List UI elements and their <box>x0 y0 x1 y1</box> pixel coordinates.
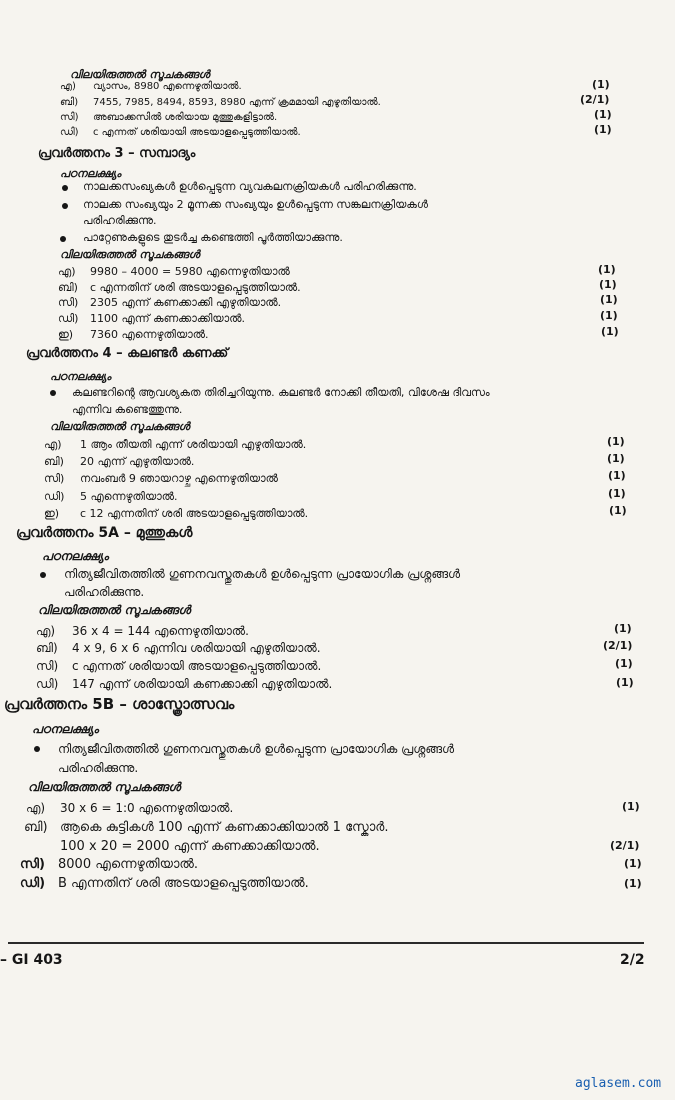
footer-rule <box>8 942 644 944</box>
goal-text: പരിഹരിക്കുന്നു. <box>64 585 145 599</box>
row-mark: (1) <box>624 877 642 890</box>
row-text: 7455, 7985, 8494, 8593, 8980 എന്ന് ക്രമമായി എഴുതിയാൽ. <box>93 97 381 108</box>
row-mark: (1) <box>594 123 612 136</box>
row-label: എ) <box>58 265 76 278</box>
row-text: 8000 എന്നെഴുതിയാൽ. <box>58 857 199 872</box>
bullet <box>40 572 46 578</box>
row-mark: (1) <box>607 435 625 448</box>
page-number: 2/2 <box>620 952 645 968</box>
row-mark: (2/1) <box>603 639 633 652</box>
row-text: 36 x 4 = 144 എന്നെഴുതിയാൽ. <box>72 624 249 638</box>
row-mark: (1) <box>608 487 626 500</box>
row-mark: (1) <box>594 108 612 121</box>
indicator-heading: വിലയിരുത്തൽ സൂചകങ്ങൾ <box>28 780 181 794</box>
row-text: 1100 എന്ന് കണക്കാക്കിയാൽ. <box>90 312 245 325</box>
row-mark: (1) <box>608 469 626 482</box>
goal-text: നാലക്ക സംഖ്യയും 2 മൂന്നക്ക സംഖ്യയും ഉൾപ്പെടുന്ന സങ്കലനക്രിയകൾ <box>83 198 428 211</box>
row-label: ബി) <box>60 97 79 108</box>
bullet <box>62 203 68 209</box>
row-mark: (1) <box>601 325 619 338</box>
goal-heading: പഠനലക്ഷ്യം <box>60 167 121 180</box>
goal-text: പാറ്റേണുകളുടെ തുടർച്ച കണ്ടെത്തി പൂർത്തിയാക്കുന്നു. <box>83 231 343 244</box>
bullet <box>62 185 68 191</box>
indicator-heading: വിലയിരുത്തൽ സൂചകങ്ങൾ <box>38 603 191 617</box>
row-mark: (1) <box>609 504 627 517</box>
goal-text: പരിഹരിക്കുന്നു. <box>83 214 157 227</box>
row-label: എ) <box>60 81 76 92</box>
row-mark: (2/1) <box>610 839 640 852</box>
activity-5a-title: പ്രവർത്തനം 5A – മുത്തുകൾ <box>16 525 193 541</box>
activity-4-title: പ്രവർത്തനം 4 – കലണ്ടർ കണക്ക് <box>26 346 229 361</box>
row-text: c 12 എന്നതിന് ശരി അടയാളപ്പെടുത്തിയാൽ. <box>80 507 309 520</box>
row-text: 20 എന്ന് എഴുതിയാൽ. <box>80 455 195 468</box>
row-label: ബി) <box>24 820 48 835</box>
row-label: ഡി) <box>36 677 59 691</box>
row-text: അബാക്കസിൽ ശരിയായ മുത്തുകളിട്ടാൽ. <box>93 112 278 123</box>
indicator-heading: വിലയിരുത്തൽ സൂചകങ്ങൾ <box>60 248 200 261</box>
row-mark: (1) <box>616 676 634 689</box>
row-text: c എന്നതിന് ശരി അടയാളപ്പെടുത്തിയാൽ. <box>90 281 301 294</box>
row-mark: (1) <box>599 278 617 291</box>
row-label: സി) <box>20 857 45 872</box>
indicator-heading: വിലയിരുത്തൽ സൂചകങ്ങൾ <box>50 420 190 433</box>
row-text: 100 x 20 = 2000 എന്ന് കണക്കാക്കിയാൽ. <box>60 839 320 854</box>
row-text: c എന്നത് ശരിയായി അടയാളപ്പെടുത്തിയാൽ. <box>93 127 301 138</box>
row-label: ഡി) <box>60 127 79 138</box>
row-text: 9980 – 4000 = 5980 എന്നെഴുതിയാൽ <box>90 265 290 278</box>
row-text: 2305 എന്ന് കണക്കാക്കി എഴുതിയാൽ. <box>90 296 282 309</box>
row-mark: (1) <box>607 452 625 465</box>
row-text: B എന്നതിന് ശരി അടയാളപ്പെടുത്തിയാൽ. <box>58 876 309 891</box>
row-label: എ) <box>44 438 62 451</box>
row-label: ബി) <box>58 281 78 294</box>
row-text: c എന്നത് ശരിയായി അടയാളപ്പെടുത്തിയാൽ. <box>72 659 322 673</box>
row-label: സി) <box>60 112 79 123</box>
row-label: എ) <box>26 801 46 815</box>
bullet <box>60 236 66 242</box>
row-mark: (1) <box>622 800 640 813</box>
row-label: സി) <box>36 659 59 673</box>
goal-text: കലണ്ടറിന്റെ ആവശ്യകത തിരിച്ചറിയുന്നു. കലണ്ടർ നോക്കി തീയതി, വിശേഷ ദിവസം <box>72 386 490 399</box>
goal-heading: പഠനലക്ഷ്യം <box>32 722 99 736</box>
row-label: ഡി) <box>20 876 46 891</box>
row-mark: (1) <box>600 293 618 306</box>
row-text: ആകെ കുട്ടികൾ 100 എന്ന് കണക്കാക്കിയാൽ 1 സ്കോർ. <box>60 820 389 835</box>
row-text: 147 എന്ന് ശരിയായി കണക്കാക്കി എഴുതിയാൽ. <box>72 677 333 691</box>
row-label: ഇ) <box>58 328 74 341</box>
row-mark: (1) <box>600 309 618 322</box>
row-label: സി) <box>58 296 79 309</box>
row-label: ബി) <box>36 641 58 655</box>
row-text: 1 ആം തീയതി എന്ന് ശരിയായി എഴുതിയാൽ. <box>80 438 307 451</box>
row-label: ഇ) <box>44 507 60 520</box>
row-mark: (2/1) <box>580 93 610 106</box>
goal-heading: പഠനലക്ഷ്യം <box>42 549 109 563</box>
row-mark: (1) <box>624 857 642 870</box>
goal-text: പരിഹരിക്കുന്നു. <box>58 761 139 775</box>
goal-text: നാലക്കസംഖ്യകൾ ഉൾപ്പെടുന്ന വ്യവകലനക്രിയകൾ പരിഹരിക്കുന്നു. <box>83 180 417 193</box>
goal-text: നിത്യജീവിതത്തിൽ ഗുണനവസ്തുതകൾ ഉൾപ്പെടുന്ന പ്രായോഗിക പ്രശ്നങ്ങൾ <box>64 567 461 581</box>
activity-3-title: പ്രവർത്തനം 3 – സമ്പാദ്യം <box>38 146 196 161</box>
row-text: നവംബർ 9 ഞായറാഴ്ച എന്നെഴുതിയാൽ <box>80 472 278 485</box>
row-mark: (1) <box>598 263 616 276</box>
row-label: എ) <box>36 624 56 638</box>
row-text: 4 x 9, 6 x 6 എന്നിവ ശരിയായി എഴുതിയാൽ. <box>72 641 321 655</box>
goal-text: നിത്യജീവിതത്തിൽ ഗുണനവസ്തുതകൾ ഉൾപ്പെടുന്ന പ്രായോഗിക പ്രശ്നങ്ങൾ <box>58 742 455 756</box>
goal-heading: പഠനലക്ഷ്യം <box>50 370 111 383</box>
watermark-text: aglasem.com <box>575 1076 662 1091</box>
bullet <box>50 390 56 396</box>
row-mark: (1) <box>614 622 632 635</box>
goal-text: എന്നിവ കണ്ടെത്തുന്നു. <box>72 403 183 416</box>
row-label: ബി) <box>44 455 64 468</box>
row-label: ഡി) <box>44 490 65 503</box>
footer-code: – GI 403 <box>0 952 63 968</box>
row-text: 30 x 6 = 1:0 എന്നെഴുതിയാൽ. <box>60 801 234 815</box>
row-mark: (1) <box>615 657 633 670</box>
row-mark: (1) <box>592 78 610 91</box>
bullet <box>34 746 40 752</box>
indicator-heading: വിലയിരുത്തൽ സൂചകങ്ങൾ <box>70 68 210 81</box>
row-label: സി) <box>44 472 65 485</box>
row-text: 7360 എന്നെഴുതിയാൽ. <box>90 328 209 341</box>
row-label: ഡി) <box>58 312 79 325</box>
row-text: 5 എന്നെഴുതിയാൽ. <box>80 490 178 503</box>
activity-5b-title: പ്രവർത്തനം 5B – ശാസ്ത്രോത്സവം <box>4 695 235 713</box>
row-text: വ്യാസം, 8980 എന്നെഴുതിയാൽ. <box>93 81 242 92</box>
